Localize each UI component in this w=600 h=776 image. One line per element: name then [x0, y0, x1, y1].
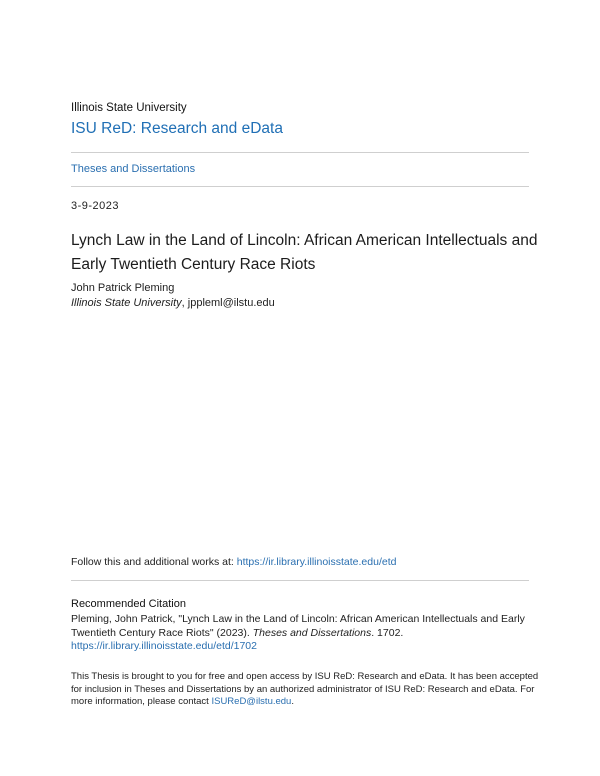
divider: [71, 186, 529, 187]
divider: [71, 152, 529, 153]
divider: [71, 580, 529, 581]
citation-link[interactable]: https://ir.library.illinoisstate.edu/etd/1702: [71, 640, 257, 652]
citation-body: Pleming, John Patrick, "Lynch Law in the Land of Lincoln: African American Intellectuals and Early Twentieth Century Race Riots" (2023).: [71, 613, 525, 639]
citation-heading: Recommended Citation: [71, 598, 186, 610]
notice-end: .: [291, 696, 294, 707]
follow-line: [71, 556, 396, 568]
follow-text: Follow this and additional works at:: [71, 556, 237, 568]
citation-number: . 1702.: [371, 626, 404, 639]
author-email: jppleml@ilstu.edu: [187, 297, 275, 309]
collection-link[interactable]: Theses and Dissertations: [71, 163, 196, 175]
citation-text: [71, 613, 541, 654]
document-title: Lynch Law in the Land of Lincoln: African American Intellectuals and Early Twentieth Century Race Riots: [71, 232, 538, 273]
repository-link[interactable]: ISU ReD: Research and eData: [71, 120, 283, 137]
publication-date: 3-9-2023: [71, 200, 120, 212]
author-name: John Patrick Pleming: [71, 282, 175, 294]
university-name: Illinois State University: [71, 102, 187, 114]
access-notice: [71, 671, 541, 709]
notice-text: This Thesis is brought to you for free and open access by ISU ReD: Research and eData. It has been accepted for inclusion in Theses and Dissertations by an authorized administrator of ISU ReD: Research and eData. For more information, please contact: [71, 671, 539, 707]
author-affiliation: Illinois State University, jppleml@ilstu.edu: [71, 297, 275, 309]
follow-link[interactable]: https://ir.library.illinoisstate.edu/etd: [236, 556, 397, 568]
affiliation-text: Illinois State University: [71, 297, 182, 309]
citation-series: Theses and Dissertations: [252, 626, 372, 639]
contact-email-link[interactable]: ISUReD@ilstu.edu: [211, 696, 292, 707]
